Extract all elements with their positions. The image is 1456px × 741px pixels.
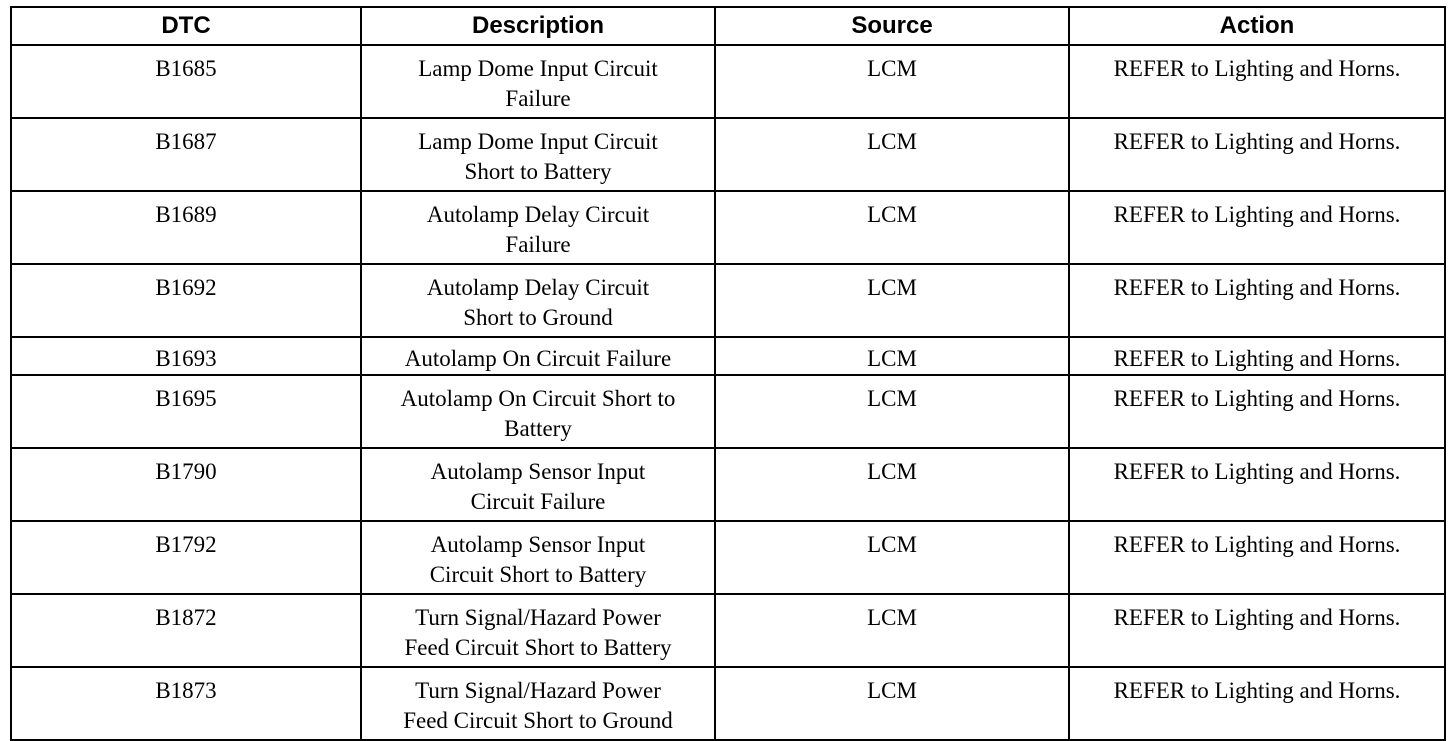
dtc-code: B1792 [11, 521, 361, 594]
description-cell [361, 448, 715, 521]
action-cell: REFER to Lighting and Horns. [1069, 375, 1445, 448]
description-line: Autolamp Sensor Input [430, 459, 646, 484]
table-row [11, 667, 1445, 740]
source-cell: LCM [715, 448, 1069, 521]
header-row [11, 7, 1445, 45]
table-header [11, 7, 1445, 45]
description-line: Turn Signal/Hazard Power [415, 605, 661, 630]
description-cell [361, 337, 715, 375]
action-cell: REFER to Lighting and Horns. [1069, 667, 1445, 740]
dtc-code: B1873 [11, 667, 361, 740]
dtc-code: B1692 [11, 264, 361, 337]
description-line: Autolamp Delay Circuit [426, 202, 650, 227]
source-cell: LCM [715, 375, 1069, 448]
description-line: Autolamp On Circuit Short to [400, 386, 676, 411]
table-row [11, 191, 1445, 264]
description-cell [361, 264, 715, 337]
table-row [11, 448, 1445, 521]
source-cell: LCM [715, 45, 1069, 118]
description-cell [361, 667, 715, 740]
header-action: Action [1069, 7, 1445, 45]
description-line: Feed Circuit Short to Battery [404, 635, 672, 660]
description-line: Failure [505, 232, 571, 257]
header-source: Source [715, 7, 1069, 45]
description-line: Turn Signal/Hazard Power [415, 678, 661, 703]
table-row [11, 521, 1445, 594]
action-cell: REFER to Lighting and Horns. [1069, 191, 1445, 264]
action-cell: REFER to Lighting and Horns. [1069, 118, 1445, 191]
source-cell: LCM [715, 521, 1069, 594]
description-line: Circuit Short to Battery [429, 562, 647, 587]
dtc-table [10, 6, 1446, 741]
description-cell [361, 375, 715, 448]
dtc-code: B1687 [11, 118, 361, 191]
description-line: Feed Circuit Short to Ground [403, 708, 673, 733]
dtc-code: B1872 [11, 594, 361, 667]
description-line: Autolamp Sensor Input [430, 532, 646, 557]
description-cell [361, 521, 715, 594]
source-cell: LCM [715, 264, 1069, 337]
description-line: Short to Ground [463, 305, 613, 330]
header-dtc: DTC [11, 7, 361, 45]
dtc-code: B1689 [11, 191, 361, 264]
action-cell: REFER to Lighting and Horns. [1069, 45, 1445, 118]
description-line: Failure [505, 86, 571, 111]
table-row [11, 45, 1445, 118]
description-line: Autolamp On Circuit Failure [404, 346, 672, 371]
description-line: Autolamp Delay Circuit [426, 275, 650, 300]
description-line: Short to Battery [464, 159, 612, 184]
action-cell: REFER to Lighting and Horns. [1069, 521, 1445, 594]
description-cell [361, 45, 715, 118]
table-row [11, 375, 1445, 448]
description-cell [361, 118, 715, 191]
action-cell: REFER to Lighting and Horns. [1069, 594, 1445, 667]
source-cell: LCM [715, 594, 1069, 667]
description-line: Lamp Dome Input Circuit [418, 56, 658, 81]
action-cell: REFER to Lighting and Horns. [1069, 337, 1445, 375]
action-cell: REFER to Lighting and Horns. [1069, 264, 1445, 337]
description-cell [361, 594, 715, 667]
source-cell: LCM [715, 191, 1069, 264]
dtc-code: B1693 [11, 337, 361, 375]
table-row [11, 264, 1445, 337]
source-cell: LCM [715, 118, 1069, 191]
action-cell: REFER to Lighting and Horns. [1069, 448, 1445, 521]
description-cell [361, 191, 715, 264]
table-row [11, 337, 1445, 375]
header-description: Description [361, 7, 715, 45]
dtc-code: B1695 [11, 375, 361, 448]
description-line: Circuit Failure [470, 489, 606, 514]
table-body [11, 45, 1445, 740]
dtc-code: B1685 [11, 45, 361, 118]
dtc-code: B1790 [11, 448, 361, 521]
description-line: Lamp Dome Input Circuit [418, 129, 658, 154]
source-cell: LCM [715, 337, 1069, 375]
source-cell: LCM [715, 667, 1069, 740]
table-row [11, 118, 1445, 191]
description-line: Battery [504, 416, 572, 441]
table-row [11, 594, 1445, 667]
